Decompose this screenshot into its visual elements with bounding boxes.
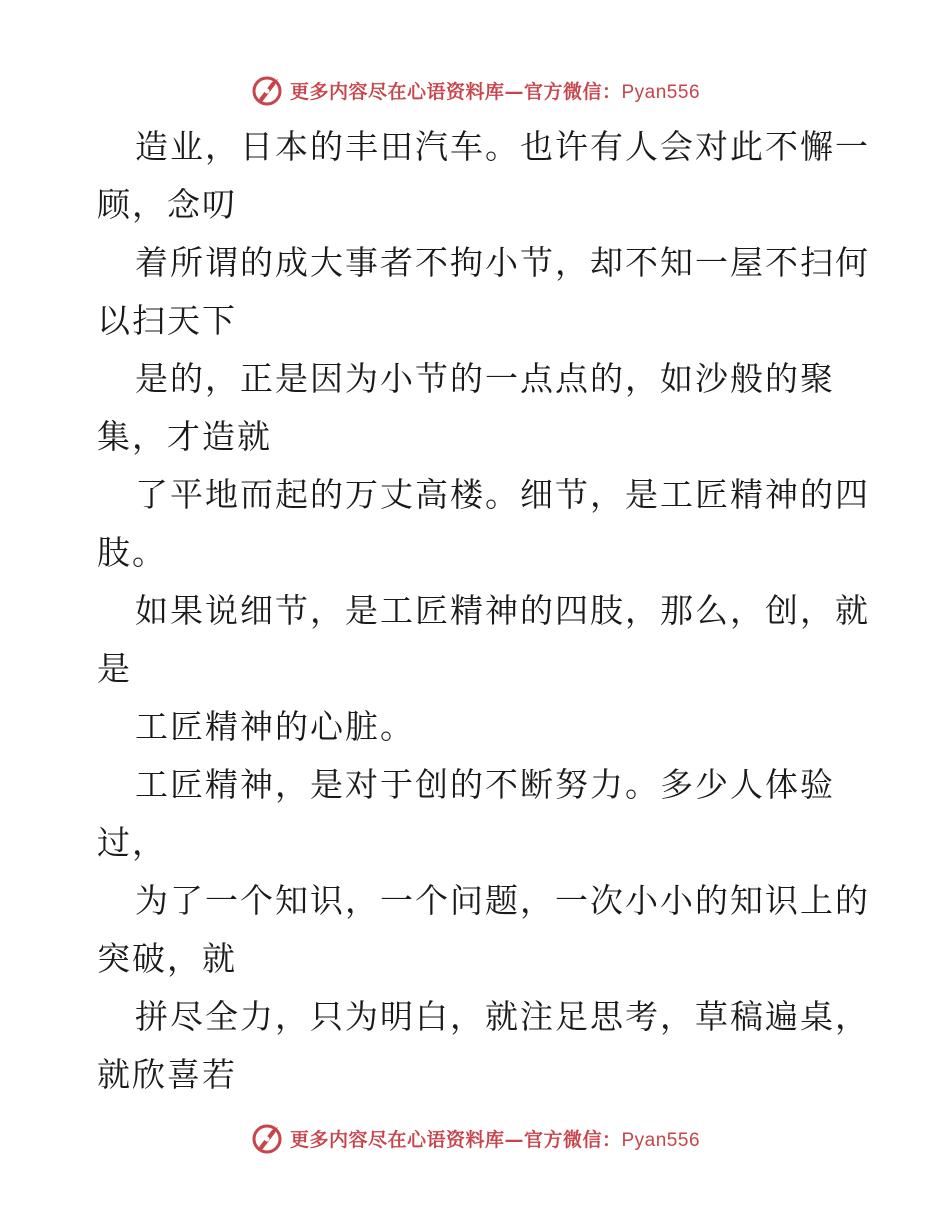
text-line: 了平地而起的万丈高楼。细节，是工匠精神的四 (135, 475, 870, 514)
text-line: 顾，念叨 (97, 185, 237, 224)
text-line: 以扫天下 (97, 301, 237, 340)
text-line: 肢。 (97, 533, 167, 572)
text-line: 是 (97, 649, 132, 688)
text-line: 着所谓的成大事者不拘小节，却不知一屋不扫何 (135, 243, 870, 282)
text-line: 工匠精神，是对于创的不断努力。多少人体验 (135, 765, 835, 804)
footer-banner-text: 更多内容尽在心语资料库—官方微信：Pyan556 (289, 1128, 701, 1151)
header-wechat-id: Pyan556 (621, 81, 701, 103)
text-line: 就欣喜若 (97, 1055, 237, 1094)
text-line: 集，才造就 (97, 417, 272, 456)
text-line: 为了一个知识，一个问题，一次小小的知识上的 (135, 881, 870, 920)
text-line: 如果说细节，是工匠精神的四肢，那么，创，就 (135, 591, 870, 630)
text-line: 工匠精神的心脏。 (135, 707, 415, 746)
text-line: 是的，正是因为小节的一点点的，如沙般的聚 (135, 359, 835, 398)
pen-nib-circle-logo-icon (250, 73, 284, 107)
document-body (97, 118, 870, 1104)
header-banner-text: 更多内容尽在心语资料库—官方微信：Pyan556 (289, 80, 701, 103)
pen-nib-circle-logo-icon (250, 1121, 284, 1155)
footer-banner (0, 1118, 950, 1158)
text-line: 过， (97, 823, 167, 862)
text-line: 造业，日本的丰田汽车。也许有人会对此不懈一 (135, 127, 870, 166)
footer-wechat-id: Pyan556 (621, 1129, 701, 1151)
text-line: 突破，就 (97, 939, 237, 978)
header-banner (0, 70, 950, 110)
text-line: 拼尽全力，只为明白，就注足思考，草稿遍桌， (135, 997, 870, 1036)
